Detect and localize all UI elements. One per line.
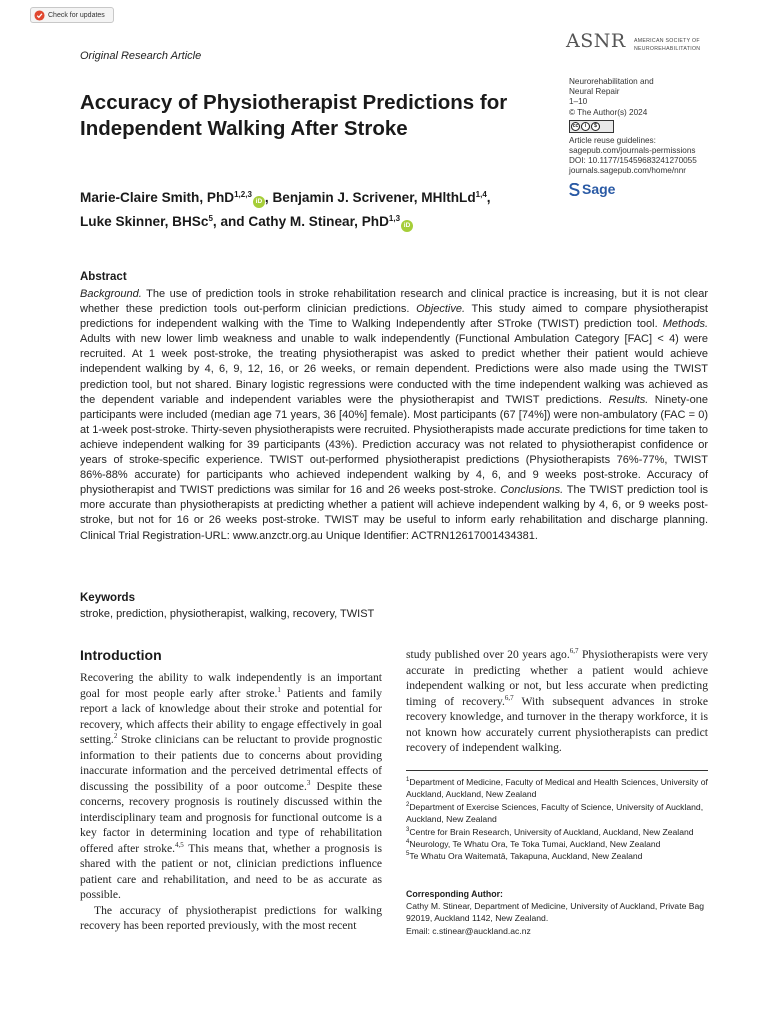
copyright: © The Author(s) 2024 [569, 107, 648, 117]
introduction-left-column [80, 670, 382, 934]
affiliation-number: 4 [406, 839, 410, 846]
affiliation-item [406, 826, 708, 838]
orcid-icon[interactable]: iD [401, 220, 413, 232]
methods-text: Adults with new lower limb weakness and unable to walk independently (Functional Ambulation Category [FAC] < 4) were recruited. At 1 week post-stroke, the treating physiotherapist was asked to predict whether their patient would achieve independent walking by 4, 6, 9, 12, 16, or 26 weeks, or remain dependent. Predictions were also made using the TWIST prediction tool, but not shared. Binary logistic regressions were conducted with the time independent walking was achieved as the dependent variable and independent variables were the physiotherapist and TWIST predictions. [80, 333, 708, 406]
abstract-heading: Abstract [80, 271, 127, 283]
reuse-label: Article reuse guidelines: [569, 135, 656, 145]
logo-acronym: ASNR [566, 30, 626, 52]
author-list [80, 184, 570, 232]
author-2: , Benjamin J. Scrivener, MHlthLd [264, 190, 476, 205]
doi[interactable]: DOI: 10.1177/15459683241270055 [569, 156, 697, 166]
introduction-heading: Introduction [80, 647, 162, 663]
corresponding-heading: Corresponding Author: [406, 889, 503, 899]
journal-name-1: Neurorehabilitation and [569, 77, 654, 86]
affiliation-item [406, 838, 708, 850]
citation[interactable]: 1 [277, 685, 281, 694]
affiliations-list [406, 776, 708, 863]
citation[interactable]: 6,7 [569, 647, 579, 655]
journal-name-2: Neural Repair [569, 87, 620, 97]
check-for-updates-button[interactable] [30, 7, 114, 23]
affiliation-number: 3 [406, 826, 410, 833]
intro-text: This means that, whether a prognosis is shared with the patient or not, clinician predictions influence patient care and rehabilitation, and need to be as accurate as possible. [80, 841, 382, 901]
journal-link[interactable]: journals.sagepub.com/home/nnr [569, 166, 686, 176]
citation[interactable]: 2 [113, 732, 118, 740]
intro-paragraph-2: The accuracy of physiotherapist predictions for walking recovery has been reported previously, with the most recent [80, 903, 382, 932]
affiliation-text: Neurology, Te Whatu Ora, Te Toka Tumai, Auckland, New Zealand [409, 839, 661, 850]
journal-info [569, 77, 719, 196]
conclusions-text: The TWIST prediction tool is more accurate than physiotherapists at predicting whether a patient will achieve independent walking by 4, 6, or 9 weeks post-stroke, but not for 16 or 26 weeks post-stroke. TWIST may be useful to inform early rehabilitation and discharge planning. Clinical Trial Registration-URL: www.anzctr.org.au Unique Identifier: ACTRN12617001434381. [80, 484, 708, 542]
affiliation-item [406, 776, 708, 801]
intro-text: Stroke clinicians can be reluctant to provide prognostic information to their patients due to concerns about providing inaccurate information and the perceived detrimental effects of discussing the possibility of a poor outcome. [80, 733, 382, 793]
check-for-updates-label: Check for updates [48, 11, 105, 19]
affiliation-text: Te Whatu Ora Waitematā, Takapuna, Auckland, New Zealand [409, 851, 643, 862]
conclusions-label: Conclusions. [500, 484, 564, 497]
results-text: Ninety-one participants were included (median age 71 years, 36 [40%] female). Most participants (67 [74%]) were non-ambulatory (FAC = 0) at 1-week post-stroke. Thirty-seven physiotherapists were recruited. Physiotherapists made accurate predictions for time taken to achieve independent walking for 39 participants (43%). Prediction accuracy was not related to physiotherapist confidence or years of stroke-specific experience. TWIST out-performed physiotherapist predictions (Physiotherapists 76%-77%, TWIST 86%-88% accurate) for participants who achieved independent walking by 4, 6, and 9 weeks post-stroke. Accuracy of physiotherapist and TWIST predictions was similar for 16 and 26 weeks post-stroke. [80, 393, 708, 497]
introduction-right-column [406, 647, 708, 756]
background-text: The use of prediction tools in stroke rehabilitation research and clinical practice is increasing, but it is not clear whether these prediction tools out-perform clinician predictions. [80, 288, 708, 316]
affiliation-number: 2 [406, 801, 410, 808]
citation[interactable]: 6,7 [504, 693, 514, 702]
reuse-link[interactable]: sagepub.com/journals-permissions [569, 146, 696, 156]
intro-paragraph-2-cont [406, 647, 708, 756]
affiliation-text: Centre for Brain Research, University of Auckland, Auckland, New Zealand [409, 826, 694, 837]
affiliation-item [406, 801, 708, 826]
author-3-affil: 5 [208, 214, 213, 223]
author-2-affil: 1,4 [475, 190, 487, 199]
intro-text: Despite these concerns, recovery prognosis is routinely discussed within the interdisciplinary team and prognosis for functional outcome is a key factor in determining location and type of rehabilitation offered after stroke. [80, 779, 382, 855]
corresponding-author [406, 888, 708, 937]
objective-text: This study aimed to compare physiotherapist predictions for independent walking with the Time to Walking Independently after STroke (TWIST) prediction tool. [80, 303, 708, 331]
corresponding-email[interactable]: Email: c.stinear@auckland.ac.nz [406, 925, 531, 936]
objective-label: Objective. [416, 303, 466, 316]
cc-nc-icon: $ [591, 122, 600, 131]
author-4-affil: 1,3 [388, 214, 401, 223]
background-label: Background. [80, 288, 142, 300]
journal-pages: 1–10 [569, 97, 588, 107]
keywords-heading: Keywords [80, 592, 135, 604]
citation[interactable]: 4,5 [175, 840, 184, 849]
logo-line-2: NEUROREHABILITATION [634, 46, 701, 52]
affiliations-divider [406, 770, 708, 771]
affiliation-number: 5 [406, 851, 410, 858]
sage-logo [569, 183, 719, 196]
journal-logo [566, 28, 716, 60]
author-separator: , [486, 190, 491, 205]
sage-label: Sage [582, 181, 616, 198]
cc-by-icon: i [581, 122, 590, 131]
update-check-icon [34, 10, 45, 21]
author-3: Luke Skinner, BHSc [80, 214, 209, 229]
affiliation-text: Department of Medicine, Faculty of Medical and Health Sciences, University of Auckland, Auckland, New Zealand [406, 777, 708, 800]
logo-line-1: AMERICAN SOCIETY OF [634, 38, 700, 44]
citation[interactable]: 3 [306, 778, 311, 787]
results-label: Results. [608, 393, 649, 406]
intro-text: Recovering the ability to walk independently is an important goal for most people early after stroke. [80, 671, 382, 700]
intro-text: Physiotherapists were very accurate in predicting whether a patient would achieve independent walking or not, but less accurate when predicting timing of recovery. [406, 648, 708, 708]
corresponding-address: Cathy M. Stinear, Department of Medicine, University of Auckland, Private Bag 92019, Auckland 1142, New Zealand. [406, 901, 705, 924]
intro-text: With subsequent advances in stroke recovery knowledge, and turnover in the therapy workforce, it is not known how accurately current physiotherapists can predict recovery of independent walking. [406, 694, 708, 754]
methods-label: Methods. [662, 318, 708, 331]
orcid-icon[interactable]: iD [253, 196, 265, 208]
intro-text: study published over 20 years ago. [406, 648, 570, 661]
keywords-list: stroke, prediction, physiotherapist, walking, recovery, TWIST [80, 608, 375, 620]
author-1: Marie-Claire Smith, PhD [80, 190, 235, 205]
author-1-affil: 1,2,3 [234, 190, 252, 199]
article-type: Original Research Article [80, 50, 202, 62]
sage-s-icon [569, 183, 580, 196]
article-title: Accuracy of Physiotherapist Predictions for Independent Walking After Stroke [80, 91, 508, 140]
creative-commons-badge[interactable] [569, 120, 614, 133]
abstract-body [80, 287, 708, 544]
affiliation-number: 1 [406, 777, 410, 783]
intro-text: Patients and family report a lack of knowledge about their stroke and potential for recovery, which affects their ability to engage effectively in goal setting. [80, 686, 382, 746]
author-4: , and Cathy M. Stinear, PhD [212, 214, 389, 229]
cc-icon: cc [572, 123, 579, 130]
intro-paragraph-1 [80, 670, 382, 903]
affiliation-text: Department of Exercise Sciences, Faculty of Science, University of Auckland, Auckland, New Zealand [406, 801, 704, 825]
affiliation-item [406, 850, 708, 862]
